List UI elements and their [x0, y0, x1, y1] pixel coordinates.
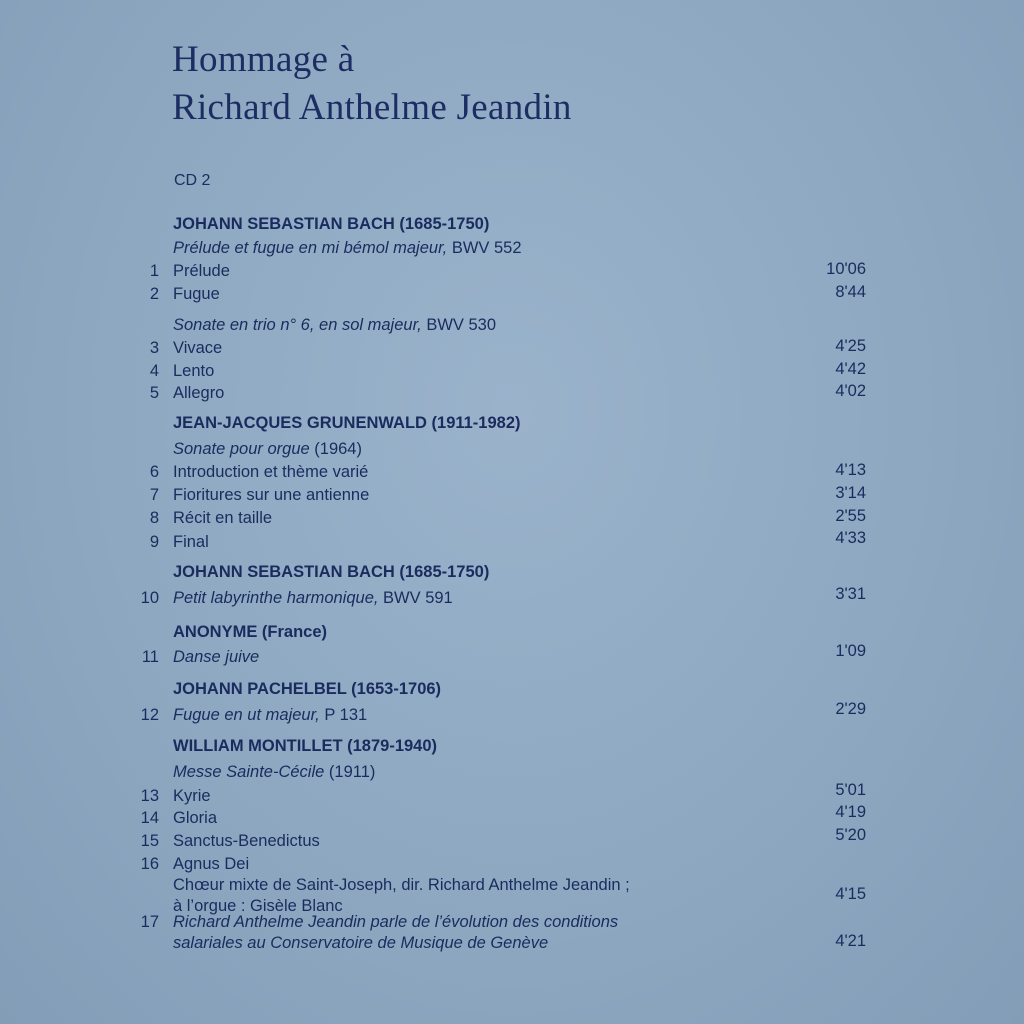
track-duration: 4'02 [835, 382, 866, 400]
track-duration: 5'20 [835, 826, 866, 844]
track-number: 8 [149, 509, 159, 527]
track-number: 16 [140, 855, 159, 873]
track-duration: 5'01 [835, 781, 866, 799]
track-duration: 4'33 [835, 529, 866, 547]
album-title-line1: Hommage à [172, 39, 355, 80]
composer-heading-montillet: WILLIAM MONTILLET (1879-1940) [173, 737, 438, 755]
track-row [0, 259, 1024, 283]
track-duration: 4'21 [835, 932, 866, 950]
track-row [0, 381, 1024, 405]
track-number: 2 [149, 285, 159, 303]
cd-label: CD 2 [174, 172, 211, 189]
track-number: 14 [140, 809, 159, 827]
track-title: Fugue [173, 285, 220, 303]
track-duration: 4'19 [835, 803, 866, 821]
track-title: Kyrie [173, 787, 211, 805]
track-row [0, 460, 1024, 484]
track-title: Petit labyrinthe harmonique, [173, 589, 379, 607]
track-duration: 4'25 [835, 337, 866, 355]
track-catalog: P 131 [319, 706, 368, 724]
track-title: Sanctus-Benedictus [173, 832, 320, 850]
track-title-line2: salariales au Conservatoire de Musique de Genève [173, 934, 549, 952]
work-title-sonate-orgue: Sonate pour orgue (1964) [173, 440, 362, 458]
composer-heading-pachelbel: JOHANN PACHELBEL (1653-1706) [173, 680, 442, 698]
track-number: 15 [140, 832, 159, 850]
track-number: 1 [149, 262, 159, 280]
track-number: 4 [149, 362, 159, 380]
track-title: Allegro [173, 384, 225, 402]
work-title-messe: Messe Sainte-Cécile (1911) [173, 763, 376, 781]
track-title: Lento [173, 362, 215, 380]
track-number: 9 [149, 533, 159, 551]
track-title: Introduction et thème varié [173, 463, 369, 481]
track-duration: 4'15 [835, 885, 866, 903]
track-title: Final [173, 533, 209, 551]
track-title: Vivace [173, 339, 223, 357]
track-row-cont [0, 931, 1024, 955]
track-title: Fioritures sur une antienne [173, 486, 370, 504]
track-row [0, 336, 1024, 360]
track-row [0, 700, 1024, 727]
track-row [0, 781, 1024, 808]
composer-heading-bach: JOHANN SEBASTIAN BACH (1685-1750) [173, 215, 490, 233]
track-row [0, 642, 1024, 669]
track-duration: 4'42 [835, 360, 866, 378]
track-number: 6 [149, 463, 159, 481]
track-number: 5 [149, 384, 159, 402]
track-row [0, 803, 1024, 830]
credit-line: à l’orgue : Gisèle Blanc 4'15 [0, 894, 1024, 918]
album-title [172, 36, 572, 132]
track-number: 13 [140, 787, 159, 805]
track-number: 7 [149, 486, 159, 504]
track-duration: 3'31 [835, 585, 866, 603]
track-title: Danse juive [173, 648, 260, 666]
track-title: Agnus Dei [173, 855, 250, 873]
track-row [0, 826, 1024, 853]
work-title-bwv530: Sonate en trio n° 6, en sol majeur, BWV 530 [173, 316, 497, 334]
track-number: 17 [140, 913, 159, 931]
track-title: Récit en taille [173, 509, 273, 527]
track-title: Fugue en ut majeur, [173, 706, 320, 724]
track-number: 10 [140, 589, 159, 607]
track-duration: 10'06 [826, 260, 866, 278]
track-title: Prélude [173, 262, 230, 280]
work-title-bwv552: Prélude et fugue en mi bémol majeur, BWV 552 [173, 239, 522, 257]
track-duration: 2'55 [835, 507, 866, 525]
track-catalog: BWV 591 [378, 589, 453, 607]
composer-heading-bach-2: JOHANN SEBASTIAN BACH (1685-1750) [173, 563, 490, 581]
track-number: 3 [149, 339, 159, 357]
track-duration: 3'14 [835, 484, 866, 502]
track-title: Gloria [173, 809, 218, 827]
track-number: 12 [140, 706, 159, 724]
track-duration: 2'29 [835, 700, 866, 718]
track-row [0, 506, 1024, 530]
track-row [0, 483, 1024, 507]
composer-heading-anonyme: ANONYME (France) [173, 623, 328, 641]
track-duration: 4'13 [835, 461, 866, 479]
track-row [0, 359, 1024, 383]
track-title-line1: Richard Anthelme Jeandin parle de l’évolution des conditions [173, 913, 619, 931]
composer-heading-grunenwald: JEAN-JACQUES GRUNENWALD (1911-1982) [173, 414, 521, 432]
track-duration: 8'44 [835, 283, 866, 301]
album-title-line2: Richard Anthelme Jeandin [172, 87, 572, 128]
credit-line: Chœur mixte de Saint-Joseph, dir. Richard Anthelme Jeandin ; [173, 876, 630, 894]
track-row [0, 282, 1024, 306]
track-number: 11 [141, 648, 159, 666]
track-row [0, 530, 1024, 554]
track-duration: 1'09 [835, 642, 866, 660]
track-row [0, 586, 1024, 610]
